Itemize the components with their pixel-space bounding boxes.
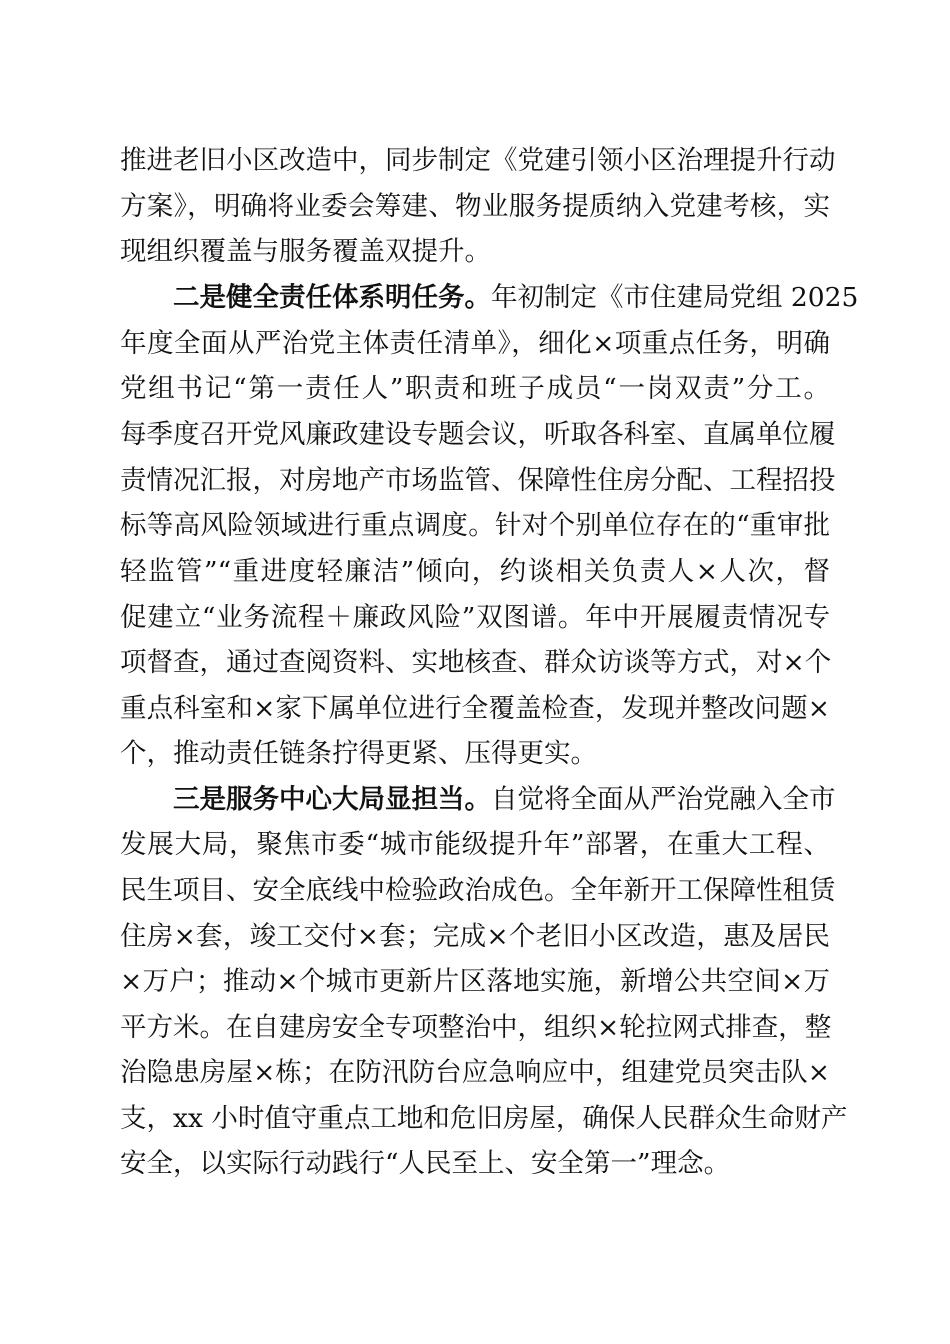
paragraph-3-line-4: 住房×套，竣工交付×套；完成×个老旧小区改造，惠及居民 [120,921,830,952]
paragraph-1-line-2: 方案》，明确将业委会筹建、物业服务提质纳入党建考核，实 [120,191,830,222]
paragraph-3-line-9: 安全，以实际行动践行“人民至上、安全第一”理念。 [120,1148,731,1179]
paragraph-2-line-4: 每季度召开党风廉政建设专题会议，听取各科室、直属单位履 [120,419,836,450]
paragraph-2-line-9: 项督查，通过查阅资料、实地核查、群众访谈等方式，对×个 [120,647,832,678]
paragraph-2-line-10: 重点科室和×家下属单位进行全覆盖检查，发现并整改问题× [120,693,830,724]
paragraph-2-line-8: 促建立“业务流程＋廉政风险”双图谱。年中开展履责情况专 [120,602,830,633]
paragraph-1-line-1: 推进老旧小区改造中，同步制定《党建引领小区治理提升行动 [120,145,836,176]
paragraph-2-line-11: 个，推动责任链条拧得更紧、压得更实。 [120,738,597,769]
paragraph-3-line-1 [120,778,836,822]
paragraph-2-line-2: 年度全面从严治党主体责任清单》，细化×项重点任务，明确 [120,328,830,359]
paragraph-3-line-5: ×万户；推动×个城市更新片区落地实施，新增公共空间×万 [120,966,830,997]
paragraph-2-line-3: 党组书记“第一责任人”职责和班子成员“一岗双责”分工。 [120,373,830,404]
paragraph-2-line-1 [120,276,859,320]
paragraph-3-line-3: 民生项目、安全底线中检验政治成色。全年新开工保障性租赁 [120,875,836,906]
paragraph-2-line-7: 轻监管”“重进度轻廉洁”倾向，约谈相关负责人×人次，督 [120,556,830,587]
paragraph-3-line-8: 支，xx 小时值守重点工地和危旧房屋，确保人民群众生命财产 [120,1103,848,1134]
paragraph-2-lead: 二是健全责任体系明任务。 [173,282,491,313]
paragraph-1-line-3: 现组织覆盖与服务覆盖双提升。 [120,236,491,267]
paragraph-2-line-1-text: 年初制定《市住建局党组 2025 [491,282,859,313]
paragraph-3-line-1-text: 自觉将全面从严治党融入全市 [491,784,836,815]
paragraph-2-line-6: 标等高风险领域进行重点调度。针对个别单位存在的“重审批 [120,510,830,541]
paragraph-2-line-5: 责情况汇报，对房地产市场监管、保障性住房分配、工程招投 [120,465,836,496]
paragraph-3-line-7: 治隐患房屋×栋；在防汛防台应急响应中，组建党员突击队× [120,1057,830,1088]
paragraph-3-line-2: 发展大局，聚焦市委“城市能级提升年”部署，在重大工程、 [120,829,830,860]
paragraph-3-lead: 三是服务中心大局显担当。 [173,784,491,815]
paragraph-3-line-6: 平方米。在自建房安全专项整治中，组织×轮拉网式排查，整 [120,1012,832,1043]
